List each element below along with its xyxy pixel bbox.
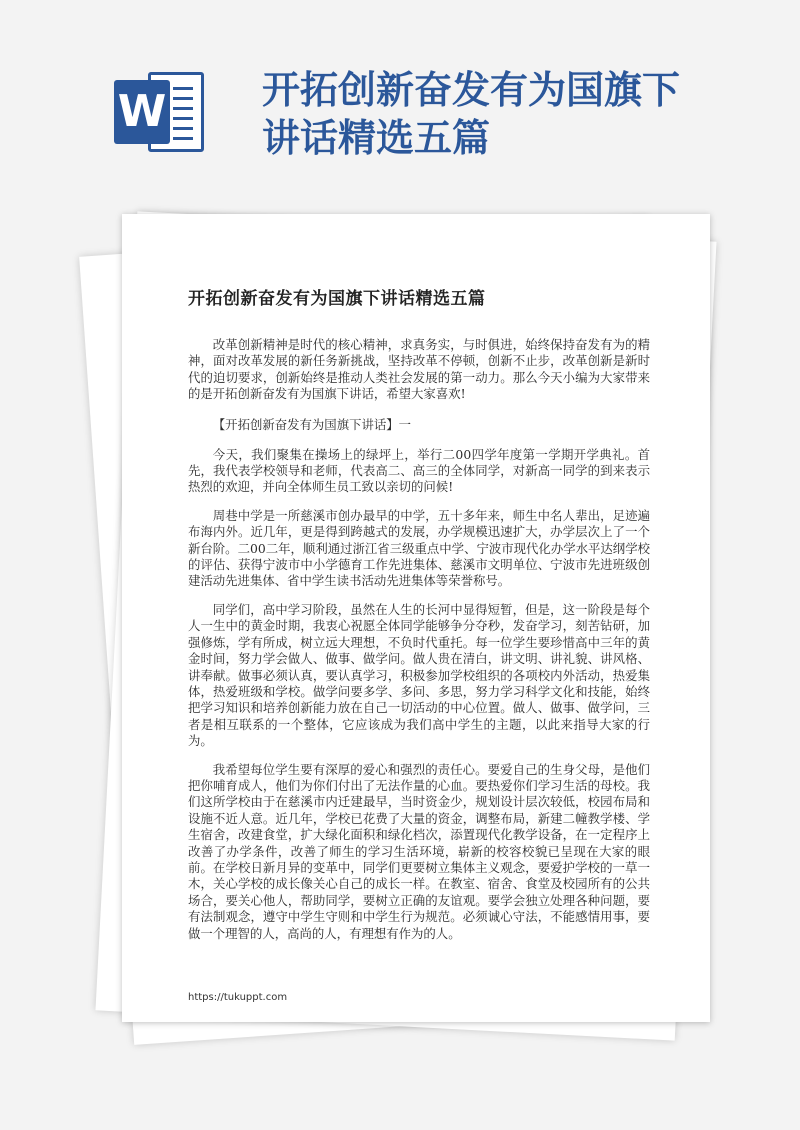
footer-url[interactable]: https://tukuppt.com [188,992,288,1003]
body-paragraph: 周巷中学是一所慈溪市创办最早的中学，五十多年来，师生中名人辈出，足迹遍布海内外。近几年，更是得到跨越式的发展，办学规模迅速扩大，办学层次上了一个新台阶。二00二年，顺利通过浙江省三级重点中学、宁波市现代化办学水平达纲学校的评估、获得宁波市中小学德育工作先进集体、慈溪市文明单位、宁波市先进班级创建活动先进集体、省中学生读书活动先进集体等荣誉称号。 [188,507,650,589]
banner-title: 开拓创新奋发有为国旗下讲话精选五篇 [262,68,681,160]
document-title: 开拓创新奋发有为国旗下讲话精选五篇 [188,289,486,309]
body-paragraph: 我希望每位学生要有深厚的爱心和强烈的责任心。要爱自己的生身父母，是他们把你哺育成人，他们为你们付出了无法作量的心血。要热爱你们学习生活的母校。我们这所学校由于在慈溪市内迁建最早，当时资金少，规划设计层次较低，校园布局和设施不近人意。近几年，学校已花费了大量的资金，调整布局，新建二幢教学楼、学生宿舍，改建食堂，扩大绿化面积和绿化档次，添置现代化教学设备，在一定程序上改善了办学条件，改善了师生的学习生活环境，崭新的校容校貌已呈现在大家的眼前。在学校日新月异的变革中，同学们更要树立集体主义观念，要爱护学校的一草一木，关心学校的成长像关心自己的成长一样。在教室、宿舍、食堂及校园所有的公共场合，要关心他人，帮助同学，要树立正确的友谊观。要学会独立处理各种问题，要有法制观念，遵守中学生守则和中学生行为规范。必须诚心守法，不能感情用事，要做一个理智的人，高尚的人，有理想有作为的人。 [188,761,650,941]
body-paragraph: 今天，我们聚集在操场上的绿坪上，举行二00四学年度第一学期开学典礼。首先，我代表学校领导和老师，代表高二、高三的全体同学，对新高一同学的到来表示热烈的欢迎，并向全体师生员工致以亲切的问候! [188,446,650,495]
intro-paragraph: 改革创新精神是时代的核心精神，求真务实，与时俱进，始终保持奋发有为的精神，面对改革发展的新任务新挑战，坚持改革不停顿，创新不止步，改革创新是新时代的迫切要求，创新始终是推动人类社会发展的第一动力。那么今天小编为大家带来的是开拓创新奋发有为国旗下讲话，希望大家喜欢! [188,337,650,402]
document-page [122,214,710,1022]
section-heading: 【开拓创新奋发有为国旗下讲话】一 [212,416,412,432]
body-paragraph: 同学们，高中学习阶段，虽然在人生的长河中显得短暂，但是，这一阶段是每个人一生中的黄金时期，我衷心祝愿全体同学能够争分夺秒，发奋学习，刻苦钻研，加强修炼，学有所成，树立远大理想，不负时代重托。每一位学生要珍惜高中三年的黄金时间，努力学会做人、做事、做学问。做人贵在清白，讲文明、讲礼貌、讲风格、讲奉献。做事必须认真，要认真学习，积极参加学校组织的各项校内外活动，热爱集体，热爱班级和学校。做学问要多学、多问、多思，努力学习科学文化和技能，始终把学习知识和培养创新能力放在自己一切活动的中心位置。做人、做事、做学问，三者是相互联系的一个整体，它应该成为我们高中学生的主题，以此来指导大家的行为。 [188,601,650,749]
word-w-letter: W [114,80,170,144]
word-logo-icon [110,62,210,162]
